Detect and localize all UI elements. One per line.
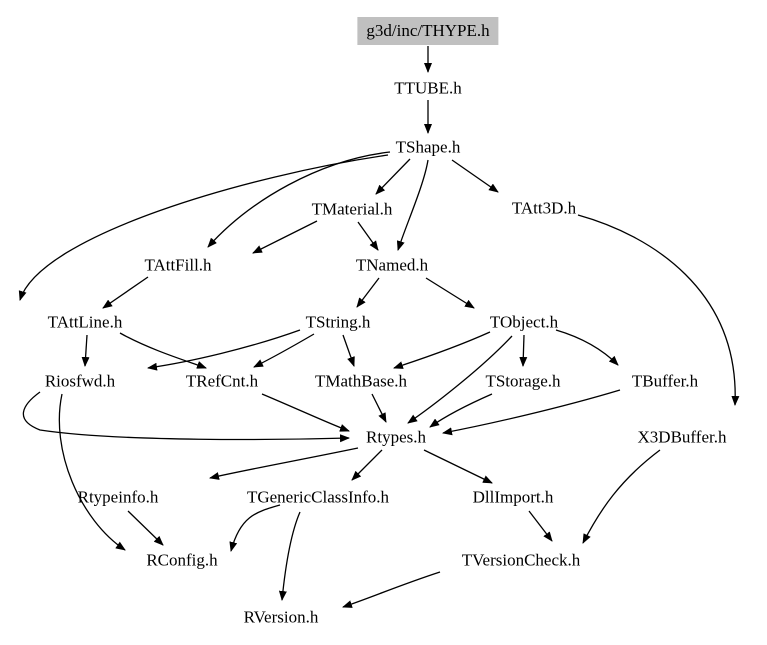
node-ttube[interactable]: TTUBE.h (394, 78, 462, 98)
node-tobject[interactable]: TObject.h (489, 312, 559, 332)
node-tstorage[interactable]: TStorage.h (485, 371, 561, 391)
node-tattfill[interactable]: TAttFill.h (144, 255, 212, 275)
node-tmathbase[interactable]: TMathBase.h (314, 371, 408, 391)
node-tbuffer[interactable]: TBuffer.h (631, 371, 699, 391)
node-tversioncheck[interactable]: TVersionCheck.h (461, 550, 581, 570)
node-rtypeinfo[interactable]: Rtypeinfo.h (77, 487, 159, 507)
node-trefcnt[interactable]: TRefCnt.h (185, 371, 259, 391)
node-thype[interactable]: g3d/inc/THYPE.h (357, 17, 498, 45)
node-tattline[interactable]: TAttLine.h (47, 312, 123, 332)
node-tshape[interactable]: TShape.h (395, 137, 461, 157)
node-rconfig[interactable]: RConfig.h (146, 550, 218, 570)
node-tatt3d[interactable]: TAtt3D.h (511, 198, 577, 218)
node-rtypes[interactable]: Rtypes.h (366, 427, 426, 447)
node-dllimport[interactable]: DllImport.h (472, 487, 554, 507)
node-tnamed[interactable]: TNamed.h (355, 255, 429, 275)
node-x3dbuffer[interactable]: X3DBuffer.h (637, 427, 727, 447)
node-tmaterial[interactable]: TMaterial.h (311, 199, 393, 219)
node-tstring[interactable]: TString.h (305, 312, 371, 332)
node-tgenericclassinfo[interactable]: TGenericClassInfo.h (246, 487, 390, 507)
node-rversion[interactable]: RVersion.h (243, 607, 319, 627)
node-riosfwd[interactable]: Riosfwd.h (44, 371, 116, 391)
